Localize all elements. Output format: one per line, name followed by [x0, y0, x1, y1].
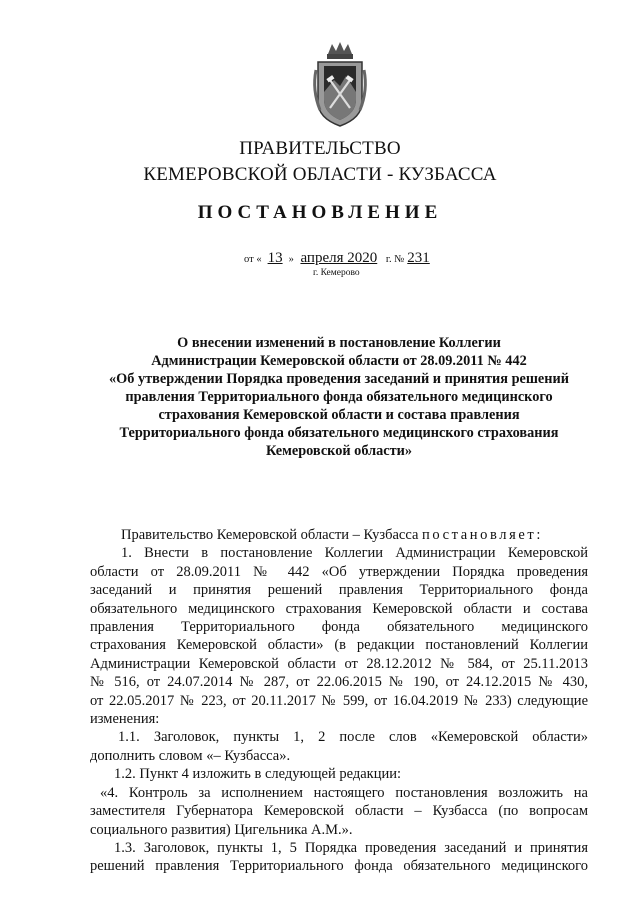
- date-prefix: от «: [244, 254, 262, 265]
- paragraph-line: правления Территориального фонда обязательного медицинского: [90, 619, 588, 636]
- paragraph-line: № 516, от 24.07.2014 № 287, от 22.06.2015 № 190, от 24.12.2015 № 430,: [90, 674, 588, 691]
- title-line: Администрации Кемеровской области от 28.09.2011 № 442: [151, 353, 527, 369]
- paragraph-line: 1.1. Заголовок, пункты 1, 2 после слов «Кемеровской области»: [118, 729, 588, 746]
- number-sign: №: [394, 254, 405, 265]
- paragraph-line: Администрации Кемеровской области от 28.12.2012 № 584, от 25.11.2013: [90, 655, 588, 672]
- paragraph-line: от 22.05.2017 № 223, от 20.11.2017 № 599, от 16.04.2019 № 233) следующие: [90, 692, 588, 709]
- paragraph-line: 1. Внести в постановление Коллегии Администрации Кемеровской: [121, 545, 588, 562]
- date-quote-close: »: [288, 254, 294, 265]
- paragraph-line: решений правления Территориального фонда обязательного медицинского: [90, 858, 588, 875]
- title-line: правления Территориального фонда обязательного медицинского: [125, 389, 553, 405]
- title-line: страхования Кемеровской области и состава правления: [158, 407, 520, 423]
- city: г. Кемерово: [313, 268, 360, 278]
- resolves-word: постановляет:: [422, 527, 543, 543]
- date-day: 13: [267, 250, 283, 266]
- date-month-year: апреля 2020: [300, 250, 378, 266]
- title-line: О внесении изменений в постановление Коллегии: [177, 335, 501, 351]
- intro-text: Правительство Кемеровской области – Кузбасса: [121, 527, 419, 543]
- dateline: [244, 250, 430, 267]
- paragraph-line: обязательного медицинского страхования Кемеровской области и состава: [90, 600, 588, 617]
- title-line: Кемеровской области»: [265, 443, 413, 459]
- paragraph-line: страхования Кемеровской области» (в редакции постановлений Коллегии: [90, 637, 588, 654]
- paragraph-line: заместителя Губернатора Кемеровской области – Кузбасса (по вопросам: [90, 803, 588, 820]
- government-title-line1: ПРАВИТЕЛЬСТВО: [239, 138, 401, 159]
- paragraph-line: изменения:: [90, 711, 160, 728]
- paragraph-line: области от 28.09.2011 № 442 «Об утверждении Порядка проведения: [90, 563, 588, 580]
- title-line: «Об утверждении Порядка проведения заседаний и принятия решений: [108, 371, 569, 387]
- document-type: ПОСТАНОВЛЕНИЕ: [197, 202, 443, 223]
- government-title-line2: КЕМЕРОВСКОЙ ОБЛАСТИ - КУЗБАССА: [143, 164, 497, 185]
- paragraph-line: 1.2. Пункт 4 изложить в следующей редакции:: [114, 766, 402, 783]
- paragraph-line: дополнить словом «– Кузбасса».: [90, 747, 291, 764]
- paragraph-line: «4. Контроль за исполнением настоящего постановления возложить на: [100, 784, 588, 801]
- paragraph-line: социального развития) Цигельника А.М.».: [90, 821, 353, 838]
- document-number: 231: [407, 250, 430, 266]
- document-body: [90, 526, 588, 876]
- coat-of-arms-icon: [310, 40, 370, 130]
- title-line: Территориального фонда обязательного медицинского страхования: [119, 425, 559, 441]
- date-year-suffix: г.: [385, 254, 392, 265]
- paragraph-line: заседаний и принятия решений правления Территориального фонда: [90, 582, 588, 599]
- document-title: [90, 334, 588, 460]
- paragraph-line: 1.3. Заголовок, пункты 1, 5 Порядка проведения заседаний и принятия: [114, 839, 588, 856]
- intro-line: [90, 526, 588, 544]
